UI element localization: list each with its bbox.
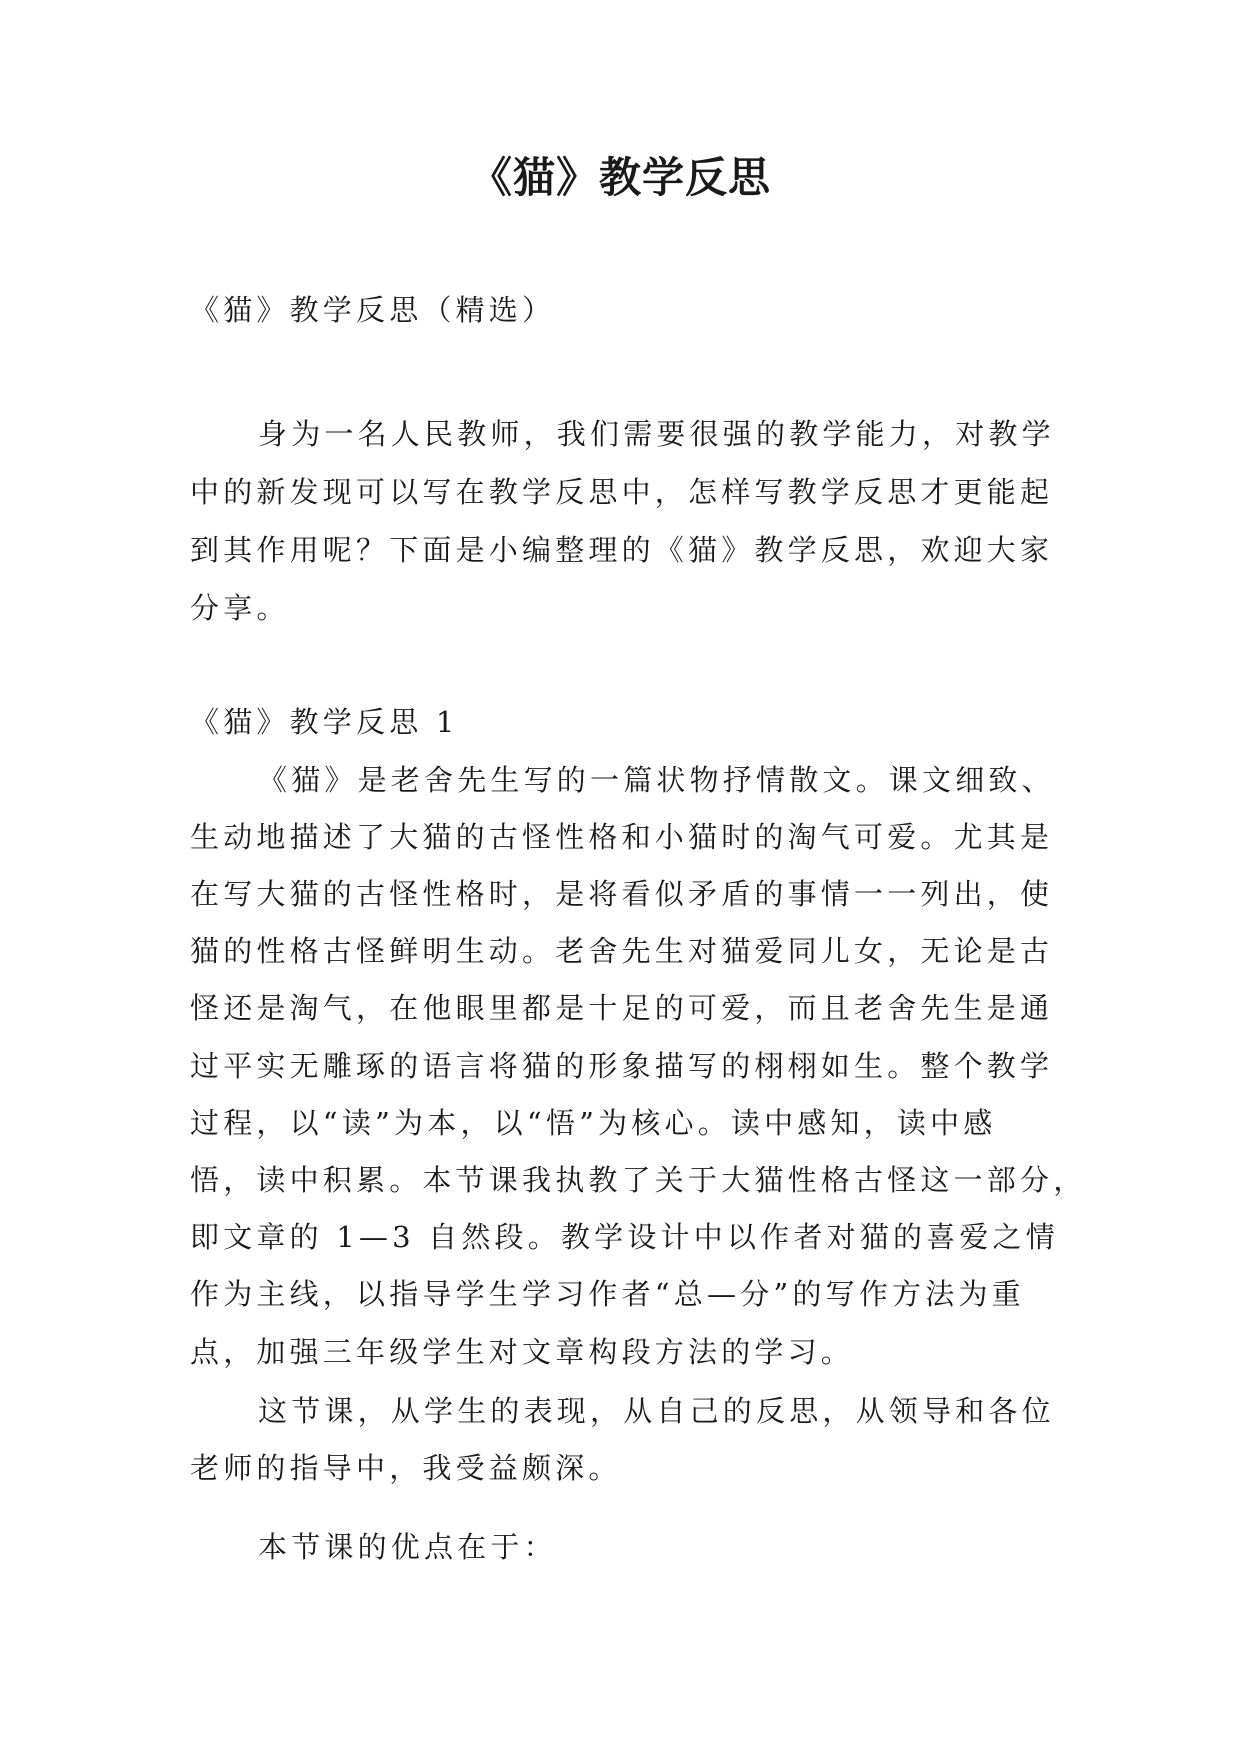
intro-line: 到其作用呢？下面是小编整理的《猫》教学反思，欢迎大家 — [190, 533, 1054, 567]
document-title: 《猫》教学反思 — [469, 153, 771, 202]
section-line: 怪还是淘气，在他眼里都是十足的可爱，而且老舍先生是通 — [190, 991, 1054, 1025]
section-line: 点，加强三年级学生对文章构段方法的学习。 — [190, 1335, 855, 1369]
intro-line: 分享。 — [190, 591, 290, 625]
paragraph-line: 本节课的优点在于： — [258, 1530, 557, 1564]
section-heading: 《猫》教学反思 1 — [190, 705, 459, 739]
section-line: 过程，以“读”为本，以“悟”为核心。读中感知，读中感 — [190, 1106, 997, 1140]
section-line: 悟，读中积累。本节课我执教了关于大猫性格古怪这一部分， — [190, 1163, 1087, 1197]
section-line: 作为主线，以指导学生学习作者“总—分”的写作方法为重 — [190, 1277, 1025, 1311]
section-line: 猫的性格古怪鲜明生动。老舍先生对猫爱同儿女，无论是古 — [190, 934, 1054, 968]
intro-line: 中的新发现可以写在教学反思中，怎样写教学反思才更能起 — [190, 475, 1054, 509]
document-subtitle: 《猫》教学反思（精选） — [190, 293, 556, 327]
intro-line: 身为一名人民教师，我们需要很强的教学能力，对教学 — [258, 417, 1055, 451]
section-line: 生动地描述了大猫的古怪性格和小猫时的淘气可爱。尤其是 — [190, 820, 1054, 854]
section-line: 在写大猫的古怪性格时，是将看似矛盾的事情一一列出，使 — [190, 877, 1054, 911]
section-line: 即文章的 1—3 自然段。教学设计中以作者对猫的喜爱之情 — [190, 1220, 1059, 1254]
paragraph-line: 这节课，从学生的表现，从自己的反思，从领导和各位 — [258, 1394, 1055, 1428]
section-line: 过平实无雕琢的语言将猫的形象描写的栩栩如生。整个教学 — [190, 1049, 1054, 1083]
section-line: 《猫》是老舍先生写的一篇状物抒情散文。课文细致、 — [258, 763, 1055, 797]
paragraph-line: 老师的指导中，我受益颇深。 — [190, 1451, 622, 1485]
